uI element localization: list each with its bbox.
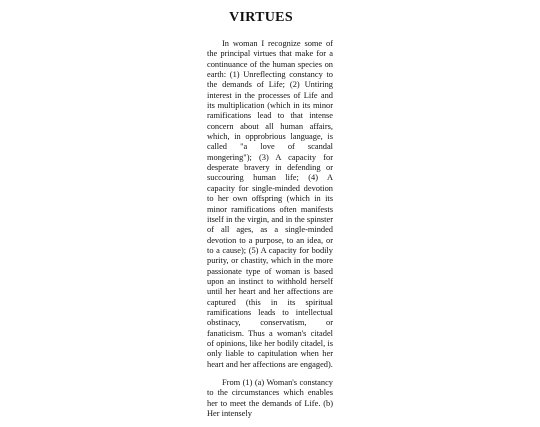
paragraph-from: From (1) (a) Woman's constancy to the circumstances which enables her to meet the demands of Life. (b) Her intensely [207,378,333,419]
document-title: VIRTUES [229,10,293,25]
paragraph-virtues-list: In woman I recognize some of the principal virtues that make for a continuance of the human species on earth: (1) Unreflecting constancy to the demands of Life; (2) Untiring interest in the processes of Life and its multiplication (which in its minor ramifications lead to that intense concern about all human affairs, which, in opprobrious language, is called "a love of scandal mongering"); (3) A capacity for desperate bravery in defending or succouring human life; (4) A capacity for single-minded devotion to her own offspring (which in its minor ramifications often manifests itself in the virgin, and in the spinster of all ages, as a single-minded devotion to a purpose, to an idea, or to a cause); (5) A capacity for bodily purity, or chastity, which in the more passionate type of woman is based upon an instinct to withhold herself until her heart and her affections are captured (this in its spiritual ramifications leads to intellectual obstinacy, conservatism, or fanaticism. Thus a woman's citadel of opinions, like her bodily citadel, is only liable to capitulation when her heart and her affections are engaged). [207,39,333,369]
text-column [207,39,333,427]
